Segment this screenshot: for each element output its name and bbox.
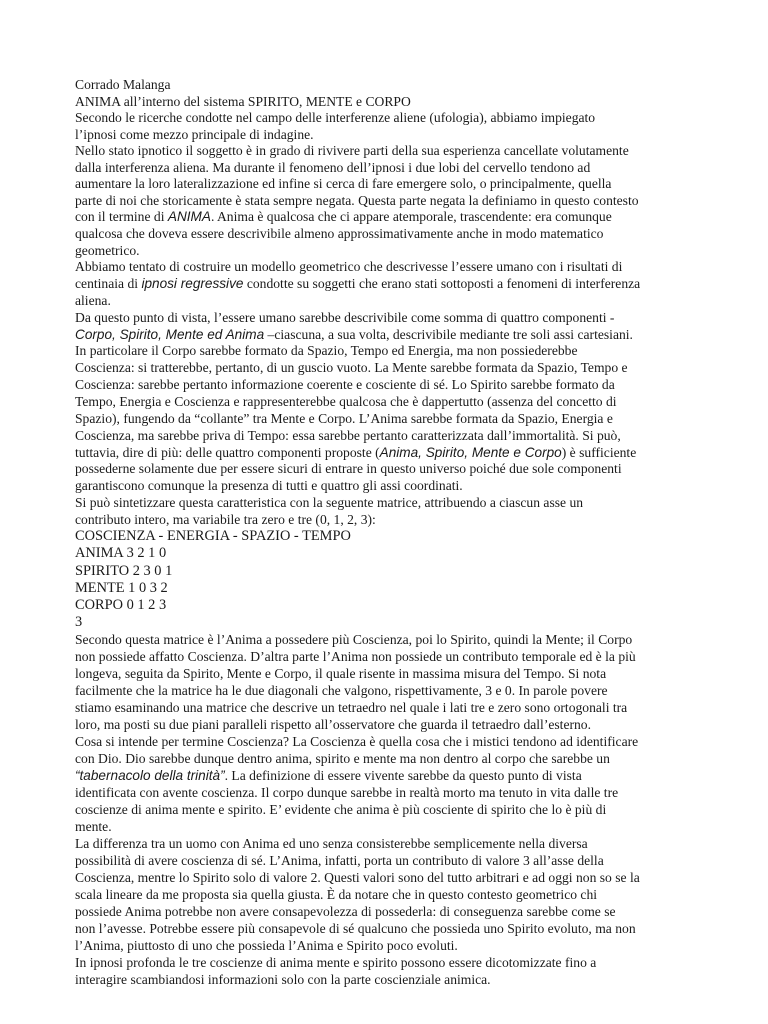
text-line: CORPO 0 1 2 3 [75,597,167,613]
text-line: Corrado Malanga [75,77,171,92]
italic-term: Corpo, Spirito, Mente ed Anima [75,327,265,342]
text-line: Spazio), fungendo da “collante” tra Mente e Corpo. L’Anima sarebbe formata da Spazio, Energia e [75,411,613,426]
text-line: parte di noi che storicamente è stata sempre negata. Questa parte negata la definiamo in questo contesto [75,193,639,208]
text-line: identificata con avente coscienza. Il corpo dunque sarebbe in realtà morto ma tenuto in vita dalle tre [75,785,619,800]
text-line: ANIMA all’interno del sistema SPIRITO, MENTE e CORPO [75,94,411,109]
text-line [75,444,636,461]
text-segment: . Anima è qualcosa che ci appare atemporale, trascendente: era comunque [210,209,612,224]
text-line: Coscienza: sarebbe pertanto informazione coerente e cosciente di sé. Lo Spirito sarebbe formato da [75,377,615,392]
text-line: dalla interferenza aliena. Ma durante il fenomeno dell’ipnosi i due lobi del cervello tendono ad [75,160,591,175]
text-line: 3 [75,614,83,630]
text-line: facilmente che la matrice ha le due diagonali che valgono, rispettivamente, 3 e 0. In parole povere [75,683,608,698]
text-line [75,767,582,784]
text-segment: condotte su soggetti che erano stati sottoposti a fenomeni di interferenza [243,276,641,291]
text-line: Coscienza: si tratterebbe, pertanto, di un guscio vuoto. La Mente sarebbe formata da Spazio, Tempo e [75,360,628,375]
text-line: Da questo punto di vista, l’essere umano sarebbe descrivibile come somma di quattro componenti - [75,310,615,325]
text-line: garantiscono comunque la presenza di tutti e quattro gli assi coordinati. [75,478,463,493]
text-line: SPIRITO 2 3 0 1 [75,563,173,579]
text-segment: . La definizione di essere vivente sarebbe da questo punto di vista [224,768,582,783]
text-line: geometrico. [75,243,140,258]
text-segment: –ciascuna, a sua volta, descrivibile mediante tre soli assi cartesiani. [264,327,633,342]
text-line [75,326,633,343]
text-line: MENTE 1 0 3 2 [75,580,168,596]
text-segment: tuttavia, dire di più: delle quattro componenti proposte ( [75,445,380,460]
text-segment: con il termine di [75,209,168,224]
text-line: contributo intero, ma variabile tra zero e tre (0, 1, 2, 3): [75,512,376,527]
text-line: non l’avesse. Potrebbe essere più consapevole di sé qualcuno che possieda uno Spirito evoluto, ma non [75,921,636,936]
text-line: In particolare il Corpo sarebbe formato da Spazio, Tempo ed Energia, ma non possiederebbe [75,343,578,358]
text-line: aliena. [75,293,111,308]
italic-term: ANIMA [167,209,211,224]
text-line: Cosa si intende per termine Coscienza? La Coscienza è quella cosa che i mistici tendono ad identificare [75,734,639,749]
text-line: Abbiamo tentato di costruire un modello geometrico che descrivesse l’essere umano con i risultati di [75,259,623,274]
text-line: ANIMA 3 2 1 0 [75,545,167,561]
text-line [75,275,640,292]
text-line: loro, ma posti su due piani paralleli rispetto all’osservatore che guarda il tetraedro dall’esterno. [75,717,592,732]
text-line: COSCIENZA - ENERGIA - SPAZIO - TEMPO [75,528,351,544]
text-line: possiede Anima potrebbe non avere consapevolezza di possederla: di conseguenza sarebbe come se [75,904,616,919]
text-line [75,208,612,225]
text-segment: ) è sufficiente [561,445,637,460]
italic-term: ipnosi regressive [141,276,244,291]
text-line: mente. [75,819,112,834]
text-line: qualcosa che doveva essere descrivibile almeno approssimativamente anche in modo matematico [75,226,604,241]
text-line: longeva, seguita da Spirito, Mente e Corpo, il quale risente in massima misura del Tempo. Si nota [75,666,607,681]
text-line: Secondo le ricerche condotte nel campo delle interferenze aliene (ufologia), abbiamo impiegato [75,110,596,125]
text-line: l’Anima, piuttosto di uno che possieda l’Anima e Spirito poco evoluti. [75,938,458,953]
text-line: scala lineare da me proposta sia quella giusta. È da notare che in questo contesto geometrico chi [75,887,598,902]
text-line: possederne solamente due per essere sicuri di entrare in questo universo poiché due sole componenti [75,461,622,476]
text-line: Tempo, Energia e Coscienza e rappresenterebbe qualcosa che è dappertutto (assenza del concetto di [75,394,617,409]
text-line: Coscienza, mentre lo Spirito solo di valore 2. Questi valori sono del tutto arbitrari e ad oggi non so se la [75,870,640,885]
text-line: l’ipnosi come mezzo principale di indagine. [75,127,314,142]
text-line: Nello stato ipnotico il soggetto è in grado di rivivere parti della sua esperienza cancellate volutamente [75,143,629,158]
text-line: coscienze di anima mente e spirito. E’ evidente che anima è più cosciente di spirito che lo è più di [75,802,607,817]
text-line: La differenza tra un uomo con Anima ed uno senza consisterebbe semplicemente nella diversa [75,836,588,851]
text-line: Secondo questa matrice è l’Anima a possedere più Coscienza, poi lo Spirito, quindi la Mente; il Corpo [75,632,633,647]
text-line: stiamo esaminando una matrice che descrive un tetraedro nel quale i lati tre e zero sono ortogonali tra [75,700,628,715]
text-line: interagire scambiandosi informazioni solo con la parte coscienziale animica. [75,972,491,987]
text-line: aumentare la loro lateralizzazione ed infine si cerca di fare emergere solo, o principalmente, quella [75,176,612,191]
text-line: possibilità di avere coscienza di sé. L’Anima, infatti, porta un contributo di valore 3 all’asse della [75,853,604,868]
text-line: Si può sintetizzare questa caratteristica con la seguente matrice, attribuendo a ciascun asse un [75,495,584,510]
italic-term: Anima, Spirito, Mente e Corpo [379,445,562,460]
text-line: non possiede affatto Coscienza. D’altra parte l’Anima non possiede un contributo temporale ed è la più [75,649,636,664]
text-line: Coscienza, ma sarebbe priva di Tempo: essa sarebbe pertanto caratterizzata dall’immortalità. Si può, [75,428,621,443]
italic-term: “tabernacolo della trinità” [75,768,225,783]
text-segment: centinaia di [75,276,142,291]
text-line: In ipnosi profonda le tre coscienze di anima mente e spirito possono essere dicotomizzate fino a [75,955,597,970]
text-line: con Dio. Dio sarebbe dunque dentro anima, spirito e mente ma non dentro al corpo che sarebbe un [75,751,610,766]
